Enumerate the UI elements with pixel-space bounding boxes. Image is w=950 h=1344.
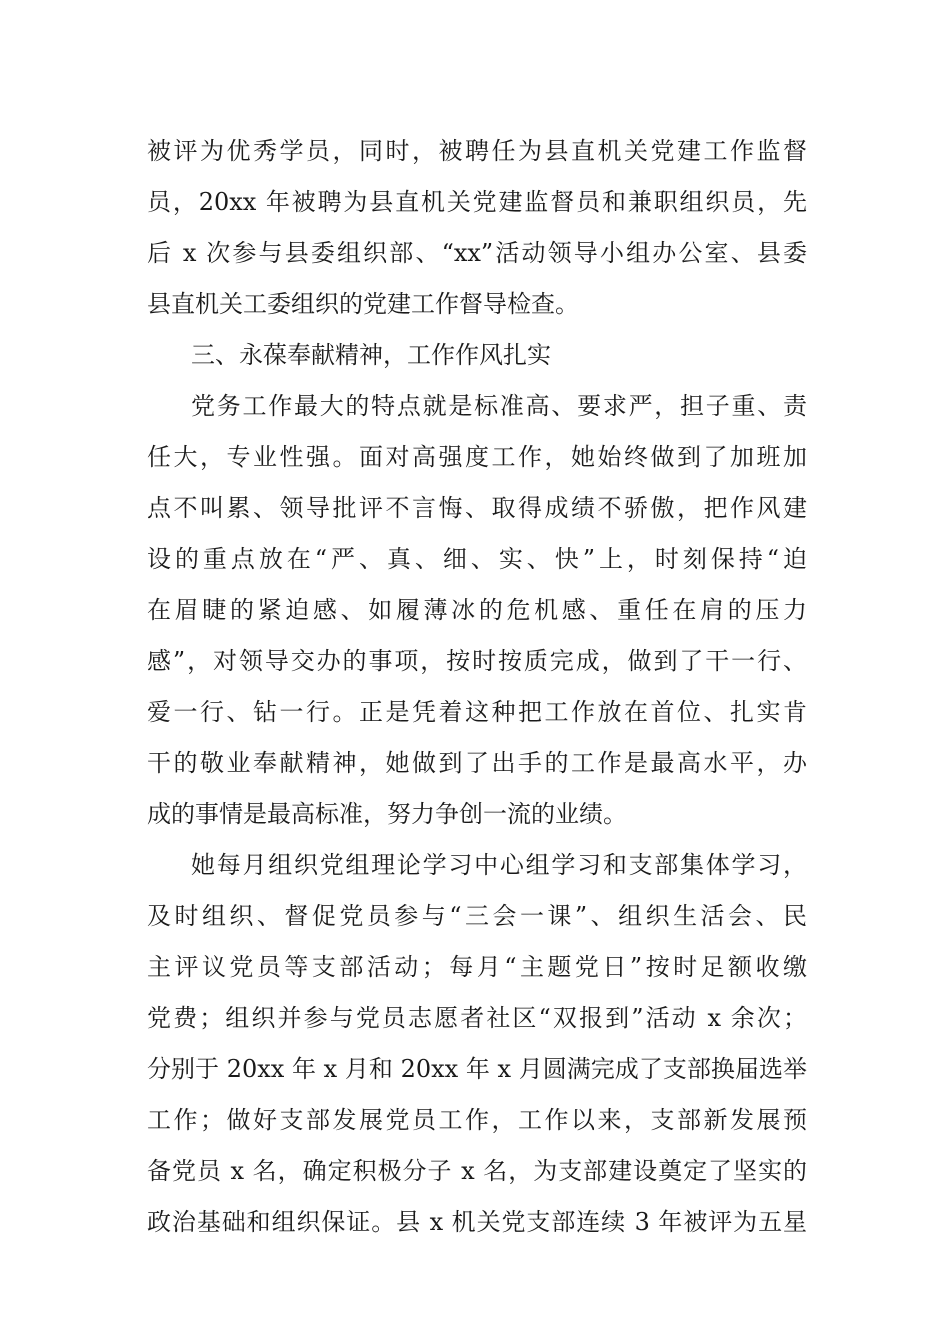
text-line: 后 x 次参与县委组织部、“xx”活动领导小组办公室、县委	[147, 239, 807, 267]
text-line: 分别于 20xx 年 x 月和 20xx 年 x 月圆满完成了支部换届选举	[147, 1055, 807, 1083]
document-body	[147, 126, 807, 1248]
text-line: 干的敬业奉献精神，她做到了出手的工作是最高水平，办	[147, 749, 807, 777]
text-line: 政治基础和组织保证。县 x 机关党支部连续 3 年被评为五星	[147, 1208, 807, 1236]
text-line: 设的重点放在“严、真、细、实、快”上，时刻保持“迫	[147, 545, 807, 573]
text-line: 员，20xx 年被聘为县直机关党建监督员和兼职组织员，先	[147, 188, 807, 216]
text-line: 任大，专业性强。面对高强度工作，她始终做到了加班加	[147, 443, 807, 471]
text-line: 点不叫累、领导批评不言悔、取得成绩不骄傲，把作风建	[147, 494, 807, 522]
text-line: 在眉睫的紧迫感、如履薄冰的危机感、重任在肩的压力	[147, 596, 807, 624]
text-line: 被评为优秀学员，同时，被聘任为县直机关党建工作监督	[147, 137, 807, 165]
text-line: 县直机关工委组织的党建工作督导检查。	[147, 290, 579, 318]
text-line: 感”，对领导交办的事项，按时按质完成，做到了干一行、	[147, 647, 807, 675]
text-line: 及时组织、督促党员参与“三会一课”、组织生活会、民	[147, 902, 807, 930]
text-line: 党费；组织并参与党员志愿者社区“双报到”活动 x 余次；	[147, 1004, 807, 1032]
text-line: 备党员 x 名，确定积极分子 x 名，为支部建设奠定了坚实的	[147, 1157, 807, 1185]
text-line: 爱一行、钻一行。正是凭着这种把工作放在首位、扎实肯	[147, 698, 807, 726]
text-line: 党务工作最大的特点就是标准高、要求严，担子重、责	[191, 392, 807, 420]
text-line: 她每月组织党组理论学习中心组学习和支部集体学习，	[191, 851, 807, 879]
text-line: 成的事情是最高标准，努力争创一流的业绩。	[147, 800, 627, 828]
text-line: 主评议党员等支部活动；每月“主题党日”按时足额收缴	[147, 953, 807, 981]
section-heading: 三、永葆奉献精神，工作作风扎实	[191, 341, 551, 369]
text-line: 工作；做好支部发展党员工作，工作以来，支部新发展预	[147, 1106, 807, 1134]
